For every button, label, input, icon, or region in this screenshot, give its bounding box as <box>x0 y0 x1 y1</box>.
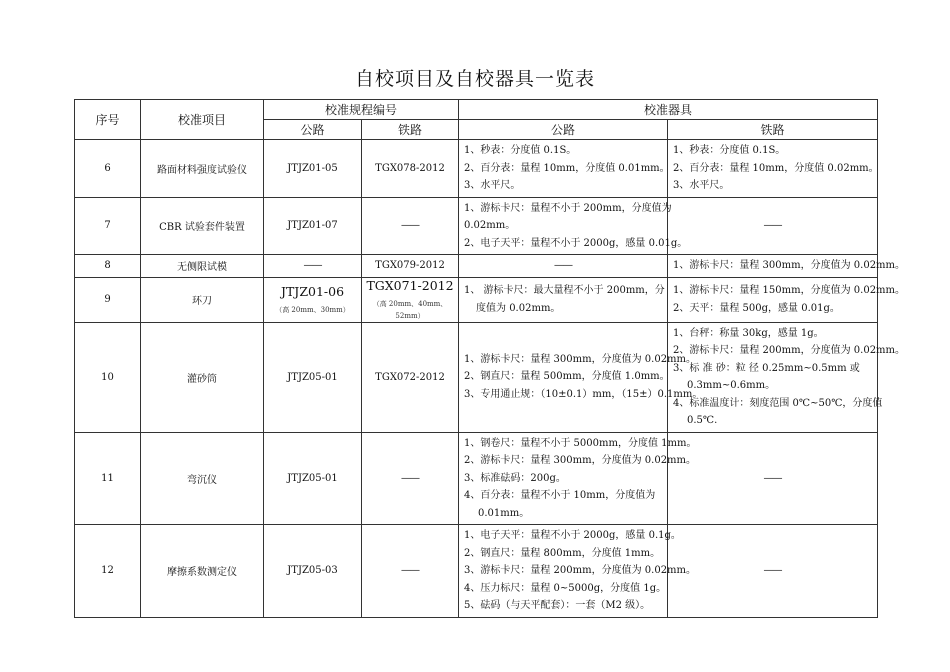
list-item: 2、百分表：量程 10mm，分度值 0.02mm。 <box>673 162 879 174</box>
row-inst-railway: —— <box>668 197 878 255</box>
row-proc-highway: JTJZ01-05 <box>264 140 362 198</box>
proc-note: （高 20mm、40mm、52mm） <box>372 299 448 320</box>
list-item: 3、游标卡尺：量程 200mm，分度值为 0.02mm。 <box>464 565 697 576</box>
list-item: 1、秒表：分度值 0.1S。 <box>464 145 577 156</box>
page-title: 自校项目及自校器具一览表 <box>354 68 595 90</box>
proc-code: TGX071-2012 <box>366 277 454 293</box>
row-inst-railway: —— <box>668 525 878 618</box>
row-inst-railway <box>668 255 906 278</box>
row-seq: 8 <box>75 255 141 278</box>
header-inst-highway: 公路 <box>459 120 668 140</box>
row-item: 灌砂筒 <box>141 322 264 432</box>
row-item: 环刀 <box>141 277 264 322</box>
row-proc-highway: JTJZ05-01 <box>264 322 362 432</box>
row-seq: 10 <box>75 322 141 432</box>
row-proc-railway: TGX079-2012 <box>362 255 459 278</box>
list-item: 1、游标卡尺：量程不小于 200mm，分度值为 <box>464 202 672 214</box>
header-item: 校准项目 <box>141 100 264 140</box>
row-inst-highway <box>459 140 668 198</box>
list-item: 度值为 0.02mm。 <box>476 302 561 314</box>
header-proc-railway: 铁路 <box>362 120 459 140</box>
row-inst-highway <box>459 277 668 322</box>
row-proc-railway: TGX072-2012 <box>362 322 459 432</box>
list-item: 2、游标卡尺：量程 300mm，分度值为 0.02mm。 <box>464 455 697 466</box>
row-item: CBR 试验套件装置 <box>141 197 264 255</box>
row-item: 摩擦系数测定仪 <box>141 525 264 618</box>
list-item: 1、钢卷尺：量程不小于 5000mm，分度值 1mm。 <box>464 437 697 449</box>
list-item: 1、秒表：分度值 0.1S。 <box>673 145 786 156</box>
row-proc-highway: —— <box>264 255 362 278</box>
row-seq: 11 <box>75 432 141 525</box>
row-item: 路面材料强度试验仪 <box>141 140 264 198</box>
row-proc-highway: JTJZ05-03 <box>264 525 362 618</box>
calibration-table <box>74 99 906 618</box>
row-proc-railway <box>362 277 459 322</box>
header-procedure: 校准规程编号 <box>264 100 459 120</box>
row-inst-railway: —— <box>668 432 878 525</box>
row-proc-railway: —— <box>362 432 459 525</box>
list-item: 1、游标卡尺：量程 300mm，分度值为 0.02mm。 <box>464 353 697 365</box>
row-seq: 9 <box>75 277 141 322</box>
list-item: 3、专用通止规：（10±0.1）mm，（15±）0.1mm。 <box>464 388 703 400</box>
list-item: 0.01mm。 <box>478 507 530 519</box>
list-item: 1、游标卡尺：量程 300mm，分度值为 0.02mm。 <box>673 260 906 271</box>
list-item: 1、 游标卡尺：最大量程不小于 200mm，分 <box>464 285 665 296</box>
row-item: 弯沉仪 <box>141 432 264 525</box>
list-item: 1、游标卡尺：量程 150mm，分度值为 0.02mm。 <box>673 285 906 296</box>
list-item: 2、钢直尺：量程 500mm，分度值 1.0mm。 <box>464 371 670 383</box>
list-item: 4、百分表：量程不小于 10mm，分度值为 <box>464 490 656 501</box>
proc-note: （高 20mm、30mm） <box>275 305 350 314</box>
list-item: 1、电子天平：量程不小于 2000g，感量 0.1g。 <box>464 530 681 541</box>
row-item: 无侧限试模 <box>141 255 264 278</box>
table-row <box>75 277 878 322</box>
row-proc-highway <box>264 277 362 322</box>
header-instrument: 校准器具 <box>459 100 878 120</box>
list-item: 0.02mm。 <box>464 220 516 231</box>
row-seq: 6 <box>75 140 141 198</box>
table-row <box>75 255 878 278</box>
header-proc-highway: 公路 <box>264 120 362 140</box>
row-inst-highway: —— <box>459 255 668 278</box>
list-item: 3、标准砝码：200g。 <box>464 472 566 484</box>
list-item: 1、台秤：称量 30kg，感量 1g。 <box>673 327 824 339</box>
row-inst-railway <box>668 322 906 432</box>
row-proc-highway: JTJZ01-07 <box>264 197 362 255</box>
table-row <box>75 432 878 525</box>
list-item: 2、钢直尺：量程 800mm，分度值 1mm。 <box>464 547 661 559</box>
row-seq: 12 <box>75 525 141 618</box>
list-item: 2、天平：量程 500g，感量 0.01g。 <box>673 302 840 314</box>
list-item: 2、百分表：量程 10mm，分度值 0.01mm。 <box>464 162 670 174</box>
table-row <box>75 140 878 198</box>
table-row <box>75 197 878 255</box>
header-inst-railway: 铁路 <box>668 120 878 140</box>
list-item: 0.3mm~0.6mm。 <box>687 380 776 391</box>
list-item: 3、标 准 砂：粒 径 0.25mm~0.5mm 或 <box>673 362 860 374</box>
row-proc-railway: —— <box>362 197 459 255</box>
proc-code: JTJZ01-06 <box>280 283 345 299</box>
row-inst-highway <box>459 525 697 618</box>
row-proc-highway: JTJZ05-01 <box>264 432 362 525</box>
row-inst-highway <box>459 197 688 255</box>
list-item: 5、砝码（与天平配套）：一套（M2 级）。 <box>464 600 651 611</box>
row-inst-railway <box>668 140 878 198</box>
row-proc-railway: TGX078-2012 <box>362 140 459 198</box>
list-item: 4、压力标尺：量程 0~5000g，分度值 1g。 <box>464 582 667 594</box>
list-item: 2、电子天平：量程不小于 2000g，感量 0.01g。 <box>464 237 688 249</box>
row-proc-railway: —— <box>362 525 459 618</box>
row-inst-highway <box>459 432 697 525</box>
header-seq: 序号 <box>75 100 141 140</box>
table-row <box>75 322 878 432</box>
row-seq: 7 <box>75 197 141 255</box>
list-item: 4、标准温度计：刻度范围 0℃~50℃，分度值 <box>673 397 883 409</box>
list-item: 0.5℃. <box>687 415 718 426</box>
list-item: 2、游标卡尺：量程 200mm，分度值为 0.02mm。 <box>673 345 906 356</box>
list-item: 3、水平尺。 <box>673 180 730 191</box>
list-item: 3、水平尺。 <box>464 180 521 191</box>
table-row <box>75 525 878 618</box>
row-inst-railway <box>668 277 906 322</box>
